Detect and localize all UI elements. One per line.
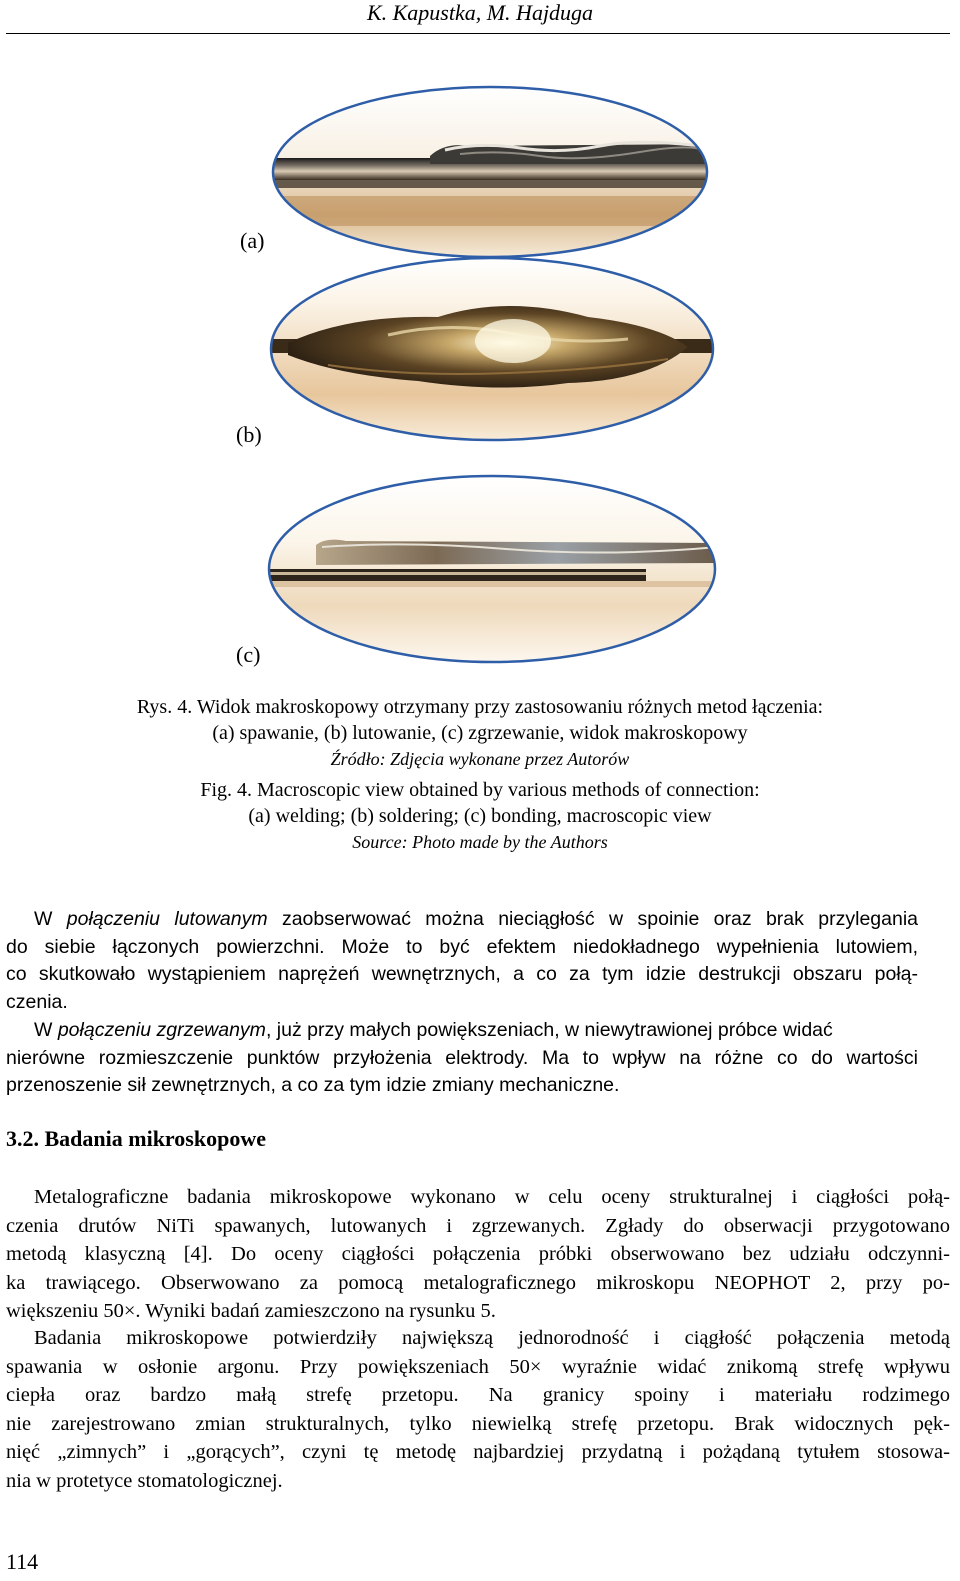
paragraph-line: czenia. xyxy=(6,990,68,1013)
paragraph-line: W połączeniu lutowanym zaobserwować można nieciągłość w spoinie oraz brak przylegania xyxy=(34,908,918,930)
bonded-wire-photo xyxy=(266,473,718,665)
caption-en-line2: (a) welding; (b) soldering; (c) bonding, macroscopic view xyxy=(248,805,712,827)
paragraph-line: nia w protetyce stomatologicznej. xyxy=(6,1469,283,1492)
panel-label-a: (a) xyxy=(240,228,265,253)
panel-label-c: (c) xyxy=(236,642,261,667)
caption-en-source: Source: Photo made by the Authors xyxy=(352,832,608,852)
paragraph-line: czenia drutów NiTi spawanych, lutowanych i zgrzewanych. Zgłady do obserwacji przygotowano xyxy=(6,1214,950,1237)
paragraph-line: nięć „zimnych” i „gorących”, czyni tę metodę najbardziej przydatną i pożądaną tytułem stosowa- xyxy=(6,1441,950,1463)
figure-caption-pl xyxy=(0,694,960,772)
paragraph-line: co skutkowało wystąpieniem naprężeń wewnętrznych, a co za tym idzie destrukcji obszaru połą- xyxy=(6,963,918,985)
paragraph-line: W połączeniu zgrzewanym, już przy małych powiększeniach, w niewytrawionej próbce widać xyxy=(34,1019,833,1041)
welded-wire-photo xyxy=(270,84,710,260)
paragraph-line: przenoszenie sił zewnętrznych, a co za tym idzie zmiany mechaniczne. xyxy=(6,1074,620,1096)
paragraph-line: ka trawiącego. Obserwowano za pomocą metalograficznego mikroskopu NEOPHOT 2, przy po- xyxy=(6,1271,950,1294)
paragraph-line: nierówne rozmieszczenie punktów przyłożenia elektrody. Ma to wpływ na różne co do wartości xyxy=(6,1046,918,1069)
soldered-wire-photo xyxy=(268,255,716,443)
emphasis-bonded: połączeniu zgrzewanym xyxy=(57,1019,266,1041)
caption-pl-source: Źródło: Zdjęcia wykonane przez Autorów xyxy=(330,749,630,769)
paragraph-line: większeniu 50×. Wyniki badań zamieszczono na rysunku 5. xyxy=(6,1300,496,1322)
caption-pl-line2: (a) spawanie, (b) lutowanie, (c) zgrzewanie, widok makroskopowy xyxy=(212,722,748,744)
paragraph-line: nie zarejestrowano zmian strukturalnych, tylko niewielką strefę przetopu. Brak widocznych pęk- xyxy=(6,1412,950,1435)
paragraph-line: Badania mikroskopowe potwierdziły największą jednorodność i ciągłość połączenia metodą xyxy=(34,1327,950,1349)
paragraph-microscopy-results xyxy=(6,1324,950,1495)
paragraph-bonded-joint xyxy=(6,1017,918,1100)
panel-label-b: (b) xyxy=(236,422,262,447)
running-header: K. Kapustka, M. Hajduga xyxy=(366,0,594,25)
figure-caption-en xyxy=(0,777,960,855)
emphasis-soldered: połączeniu lutowanym xyxy=(66,908,268,930)
paragraph-line: Metalograficzne badania mikroskopowe wykonano w celu oceny strukturalnej i ciągłości połą- xyxy=(34,1186,950,1208)
paragraph-line: ciepła oraz bardzo małą strefę przetopu. Na granicy spoiny i materiału rodzimego xyxy=(6,1384,950,1406)
paragraph-line: metodą klasyczną [4]. Do oceny ciągłości połączenia próbki obserwowano bez udziału odczynni- xyxy=(6,1243,950,1265)
paragraph-microscopy-method xyxy=(6,1183,950,1326)
paragraph-soldered-joint xyxy=(6,906,918,1016)
caption-pl-line1: Rys. 4. Widok makroskopowy otrzymany przy zastosowaniu różnych metod łączenia: xyxy=(136,696,824,718)
paragraph-line: spawania w osłonie argonu. Przy powiększeniach 50× wyraźnie widać znikomą strefę wpływu xyxy=(6,1355,950,1378)
page-number: 114 xyxy=(6,1549,39,1574)
section-heading: 3.2. Badania mikroskopowe xyxy=(6,1126,266,1151)
header-rule xyxy=(6,33,950,34)
paragraph-line: do siebie łączonych powierzchni. Może to być efektem niedokładnego wypełnienia lutowiem, xyxy=(6,935,918,958)
caption-en-line1: Fig. 4. Macroscopic view obtained by various methods of connection: xyxy=(200,779,760,801)
